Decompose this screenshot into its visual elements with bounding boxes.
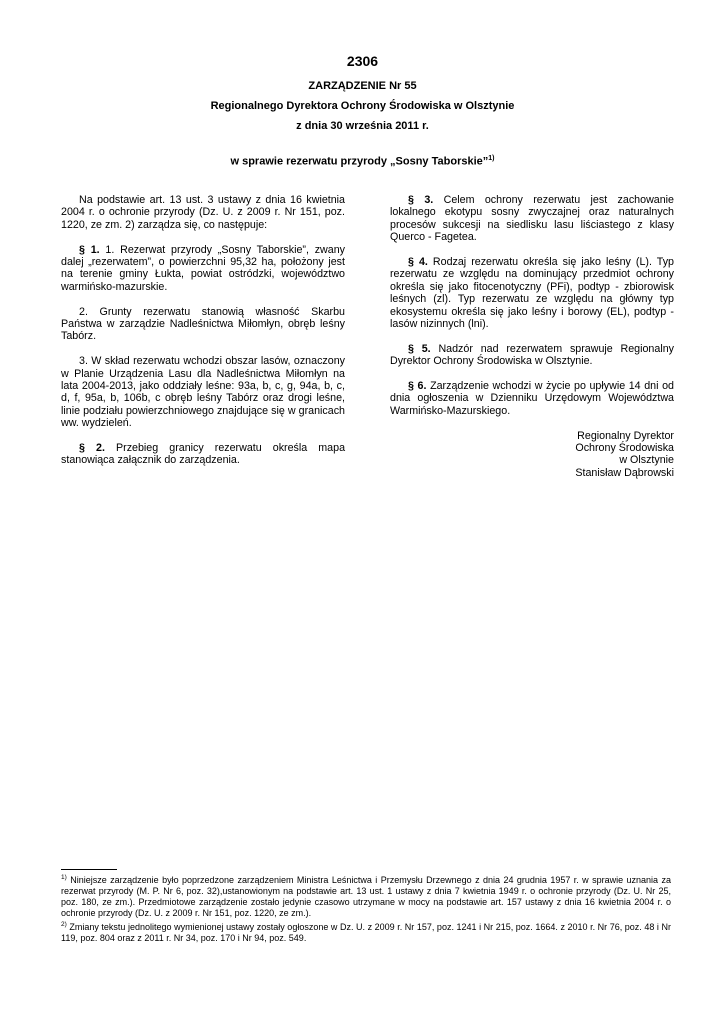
footnote-2-text: Zmiany tekstu jednolitego wymienionej ustawy zostały ogłoszone w Dz. U. z 2009 r. Nr 157, poz. 1241 i Nr 215, poz. 1664. z 2010 r. Nr 76, poz. 48 i Nr 119, poz. 804 oraz z 2011 r. Nr 34, poz. 170 i Nr 94, poz. 549.: [61, 922, 671, 943]
section-1-text: 1. Rezerwat przyrody „Sosny Taborskie”, zwany dalej „rezerwatem”, o powierzchni 95,32 ha, położony jest na terenie gminy Łukta, powiat ostródzki, województwo warmińsko-mazurskie.: [61, 243, 345, 293]
signature-line-1: Regionalny Dyrektor: [577, 429, 674, 442]
section-1-mark: § 1.: [79, 243, 100, 256]
document-title: ZARZĄDZENIE Nr 55: [308, 80, 417, 92]
footnote-2: [61, 919, 671, 944]
page-number: 2306: [346, 53, 379, 69]
footnotes: [61, 872, 671, 944]
section-3-text: Celem ochrony rezerwatu jest zachowanie lokalnego ekotypu sosny zwyczajnej oraz naturalnych procesów sukcesji na siedlisku lasu liściastego z klasy Querco - Fagetea.: [390, 194, 674, 244]
footnote-2-mark: 2): [61, 921, 67, 928]
section-1-paragraph-1: [61, 244, 345, 294]
footnote-1: [61, 872, 671, 919]
document-subject: [0, 155, 725, 168]
signature-line-3: w Olsztynie: [619, 454, 674, 467]
footnote-separator: [61, 869, 117, 870]
footnote-1-mark: 1): [61, 874, 67, 881]
section-3-paragraph: [390, 194, 674, 244]
footnote-1-text: Niniejsze zarządzenie było poprzedzone zarządzeniem Ministra Leśnictwa i Przemysłu Drzewnego z dnia 24 grudnia 1957 r. w sprawie uznania za rezerwat przyrody (M. P. Nr 6, poz. 32),ustanowionym na podstawie art. 13 ust. 1 ustawy z dnia 7 kwietnia 1949 r. o ochronie przyrody (Dz. U. Nr 25, poz. 180, ze zm.). Przedmiotowe zarządzenie zostało jedynie czasowo utrzymane w mocy na podstawie art. 157 ustawy z dnia 16 kwietnia 2004 r. o ochronie przyrody (Dz. U. z 2009 r. Nr 151, poz. 1220, ze zm.).: [61, 875, 671, 918]
section-4-paragraph: [390, 256, 674, 330]
section-1-paragraph-2: 2. Grunty rezerwatu stanowią własność Skarbu Państwa w zarządzie Nadleśnictwa Miłomłyn, obręb leśny Tabórz.: [61, 305, 345, 343]
document-date: z dnia 30 września 2011 r.: [296, 120, 429, 132]
section-4-text: Rodzaj rezerwatu określa się jako leśny (L). Typ rezerwatu ze względu na dominujący przedmiot ochrony określa się jako fitocenotyczny (PFi), podtyp - zbiorowisk leśnych (zl). Typ rezerwatu ze względu na główny typ ekosystemu określa się jako leśny i borowy (EL), podtyp - lasów nizinnych (lni).: [390, 256, 675, 331]
section-5-paragraph: [390, 343, 674, 368]
section-1-paragraph-3: 3. W skład rezerwatu wchodzi obszar lasów, oznaczony w Planie Urządzenia Lasu dla Nadleśnictwa Miłomłyn na lata 2004-2013, jako oddziały leśne: 93a, b, c, g, 94a, b, c, d, f, 95a, b, 106b, c obręb leśny Tabórz oraz drogi leśne, linie podziału powierzchniowego znajdujące się w granicach ww. wydzieleń.: [61, 355, 345, 430]
section-3-mark: § 3.: [408, 194, 434, 206]
signature-block: [390, 430, 674, 480]
subject-text: w sprawie rezerwatu przyrody „Sosny Taborskie”: [230, 155, 489, 168]
section-2-mark: § 2.: [79, 442, 105, 455]
section-6-mark: § 6.: [408, 380, 427, 393]
section-2-text: Przebieg granicy rezerwatu określa mapa stanowiąca załącznik do zarządzenia.: [61, 442, 346, 467]
section-5-text: Nadzór nad rezerwatem sprawuje Regionalny Dyrektor Ochrony Środowiska w Olsztynie.: [390, 342, 674, 368]
section-4-mark: § 4.: [408, 256, 428, 269]
left-column: [61, 194, 345, 479]
document-issuer: Regionalnego Dyrektora Ochrony Środowiska w Olsztynie: [210, 100, 515, 112]
section-2-paragraph: [61, 442, 345, 467]
section-6-paragraph: [390, 380, 674, 417]
right-column: [390, 194, 674, 479]
subject-footnote-ref: 1): [488, 155, 495, 162]
signature-line-2: Ochrony Środowiska: [575, 442, 674, 455]
section-5-mark: § 5.: [408, 342, 431, 355]
signature-name: Stanisław Dąbrowski: [575, 466, 674, 479]
intro-paragraph: Na podstawie art. 13 ust. 3 ustawy z dnia 16 kwietnia 2004 r. o ochronie przyrody (Dz. U. z 2009 r. Nr 151, poz. 1220, ze zm. 2) zarządza się, co następuje:: [61, 194, 345, 231]
section-6-text: Zarządzenie wchodzi w życie po upływie 14 dni od dnia ogłoszenia w Dzienniku Urzędowym Województwa Warmińsko-Mazurskiego.: [390, 380, 674, 417]
